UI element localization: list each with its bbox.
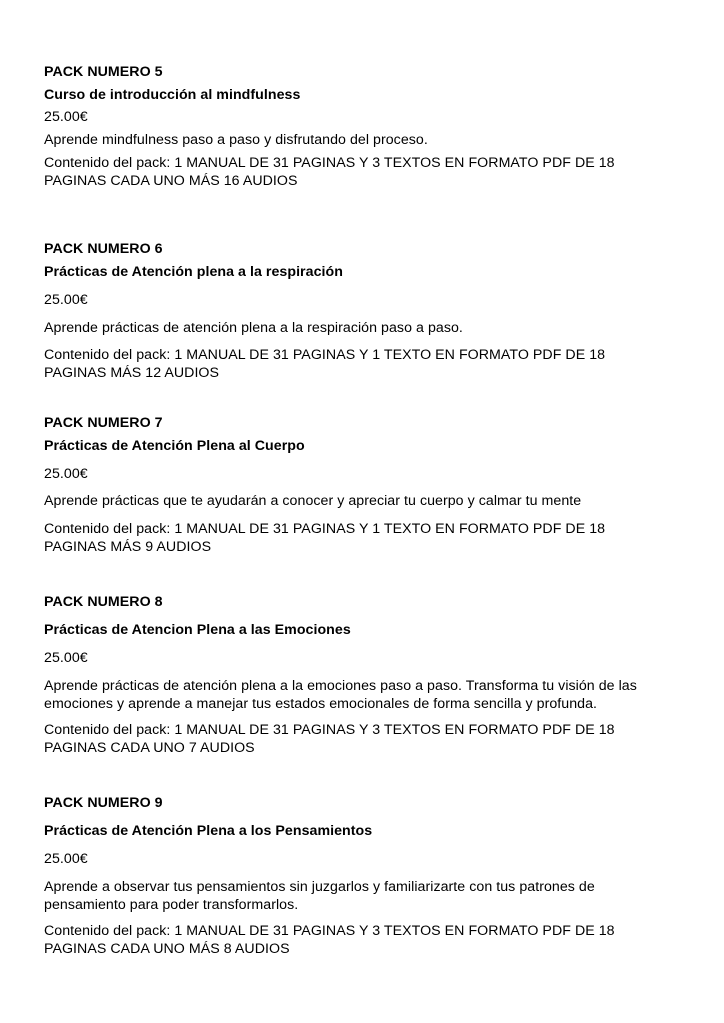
pack-price: 25.00€ <box>44 650 88 666</box>
pack-title: Curso de introducción al mindfulness <box>44 87 301 103</box>
pack-price: 25.00€ <box>44 466 88 482</box>
pack-content-line: PAGINAS CADA UNO MÁS 8 AUDIOS <box>44 941 290 957</box>
pack-description-line: Aprende a observar tus pensamientos sin juzgarlos y familiarizarte con tus patrones de <box>44 879 595 895</box>
pack-heading: PACK NUMERO 8 <box>44 594 163 610</box>
pack-description: Aprende prácticas que te ayudarán a conocer y apreciar tu cuerpo y calmar tu mente <box>44 493 582 509</box>
pack-title: Prácticas de Atención plena a la respiración <box>44 264 343 280</box>
pack-title: Prácticas de Atención Plena al Cuerpo <box>44 438 305 454</box>
pack-content-line: Contenido del pack: 1 MANUAL DE 31 PAGINAS Y 3 TEXTOS EN FORMATO PDF DE 18 <box>44 155 615 171</box>
pack-price: 25.00€ <box>44 109 88 125</box>
pack-description: Aprende prácticas de atención plena a la respiración paso a paso. <box>44 320 463 336</box>
pack-content-line: Contenido del pack: 1 MANUAL DE 31 PAGINAS Y 3 TEXTOS EN FORMATO PDF DE 18 <box>44 722 615 738</box>
pack-content-line: Contenido del pack: 1 MANUAL DE 31 PAGINAS Y 1 TEXTO EN FORMATO PDF DE 18 <box>44 521 606 537</box>
pack-content-line: PAGINAS CADA UNO 7 AUDIOS <box>44 740 255 756</box>
pack-heading: PACK NUMERO 9 <box>44 795 163 811</box>
pack-content-line: Contenido del pack: 1 MANUAL DE 31 PAGINAS Y 1 TEXTO EN FORMATO PDF DE 18 <box>44 347 606 363</box>
pack-content-line: PAGINAS MÁS 12 AUDIOS <box>44 365 220 381</box>
pack-price: 25.00€ <box>44 292 88 308</box>
pack-heading: PACK NUMERO 5 <box>44 64 163 80</box>
pack-description: Aprende mindfulness paso a paso y disfrutando del proceso. <box>44 132 428 148</box>
pack-title: Prácticas de Atención Plena a los Pensamientos <box>44 823 373 839</box>
pack-description-line: pensamiento para poder transformarlos. <box>44 897 299 913</box>
pack-description-line: Aprende prácticas de atención plena a la emociones paso a paso. Transforma tu visión de las <box>44 678 637 694</box>
pack-description-line: emociones y aprende a manejar tus estados emocionales de forma sencilla y profunda. <box>44 696 598 712</box>
pack-content-line: PAGINAS CADA UNO MÁS 16 AUDIOS <box>44 173 298 189</box>
pack-content-line: PAGINAS MÁS 9 AUDIOS <box>44 539 212 555</box>
pack-price: 25.00€ <box>44 851 88 867</box>
pack-content-line: Contenido del pack: 1 MANUAL DE 31 PAGINAS Y 3 TEXTOS EN FORMATO PDF DE 18 <box>44 923 615 939</box>
pack-title: Prácticas de Atencion Plena a las Emociones <box>44 622 351 638</box>
pack-heading: PACK NUMERO 6 <box>44 241 163 257</box>
pack-heading: PACK NUMERO 7 <box>44 415 163 431</box>
